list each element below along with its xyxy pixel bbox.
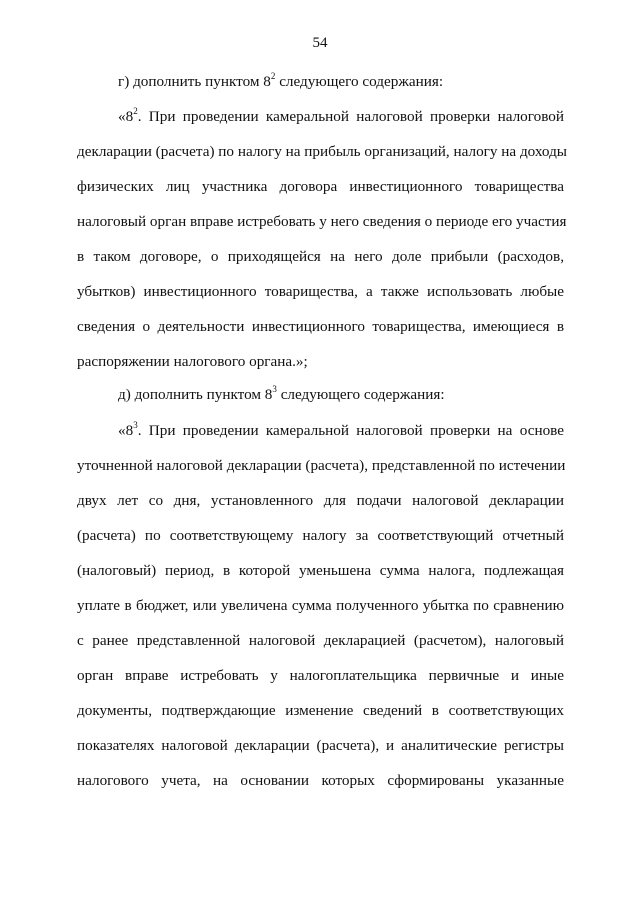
paragraph-8-3-line: уплате в бюджет, или увеличена сумма полученного убытка по сравнению xyxy=(77,597,564,614)
paragraph-g-heading xyxy=(118,72,564,92)
paragraph-8-2-line: сведения о деятельности инвестиционного товарищества, имеющиеся в xyxy=(77,318,564,335)
paragraph-8-3-line: показателях налоговой декларации (расчета), и аналитические регистры xyxy=(77,737,564,754)
paragraph-d-heading xyxy=(118,385,564,405)
text-run: «8 xyxy=(118,422,134,439)
paragraph-8-3-line: орган вправе истребовать у налогоплательщика первичные и иные xyxy=(77,667,564,684)
paragraph-8-3-line: (расчета) по соответствующему налогу за соответствующий отчетный xyxy=(77,527,564,544)
superscript: 2 xyxy=(270,70,276,81)
text-run: . При проведении камеральной налоговой проверки налоговой xyxy=(137,108,564,125)
paragraph-8-3-line: (налоговый) период, в которой уменьшена сумма налога, подлежащая xyxy=(77,562,564,579)
page-number: 54 xyxy=(312,35,328,51)
paragraph-8-3-line: налогового учета, на основании которых сформированы указанные xyxy=(77,772,564,789)
paragraph-8-2-line: декларации (расчета) по налогу на прибыль организаций, налогу на доходы xyxy=(77,143,568,160)
text-run: «8 xyxy=(118,108,134,125)
superscript: 3 xyxy=(133,419,138,430)
superscript: 3 xyxy=(272,383,277,394)
text-run: д) дополнить пунктом 8 xyxy=(118,386,273,403)
paragraph-8-2-line: в таком договоре, о приходящейся на него доле прибыли (расходов, xyxy=(77,248,564,265)
paragraph-8-2-line: убытков) инвестиционного товарищества, а также использовать любые xyxy=(77,283,564,300)
superscript: 2 xyxy=(133,105,138,116)
paragraph-8-2-line: физических лиц участника договора инвестиционного товарищества xyxy=(77,178,564,195)
text-run: следующего содержания: xyxy=(276,386,445,403)
paragraph-8-3-line: уточненной налоговой декларации (расчета), представленной по истечении xyxy=(77,457,566,474)
paragraph-8-2-line xyxy=(118,107,564,127)
text-run: . При проведении камеральной налоговой проверки на основе xyxy=(137,422,564,439)
paragraph-8-3-line: с ранее представленной налоговой декларацией (расчетом), налоговый xyxy=(77,632,564,649)
text-run: следующего содержания: xyxy=(275,73,444,90)
paragraph-8-3-line: документы, подтверждающие изменение сведений в соответствующих xyxy=(77,702,564,719)
paragraph-8-2-line: распоряжении налогового органа.»; xyxy=(77,353,308,370)
paragraph-8-2-line: налоговый орган вправе истребовать у него сведения о периоде его участия xyxy=(77,213,567,230)
paragraph-8-3-line xyxy=(118,421,564,441)
paragraph-8-3-line: двух лет со дня, установленного для подачи налоговой декларации xyxy=(77,492,564,509)
text-run: г) дополнить пунктом 8 xyxy=(118,73,271,90)
